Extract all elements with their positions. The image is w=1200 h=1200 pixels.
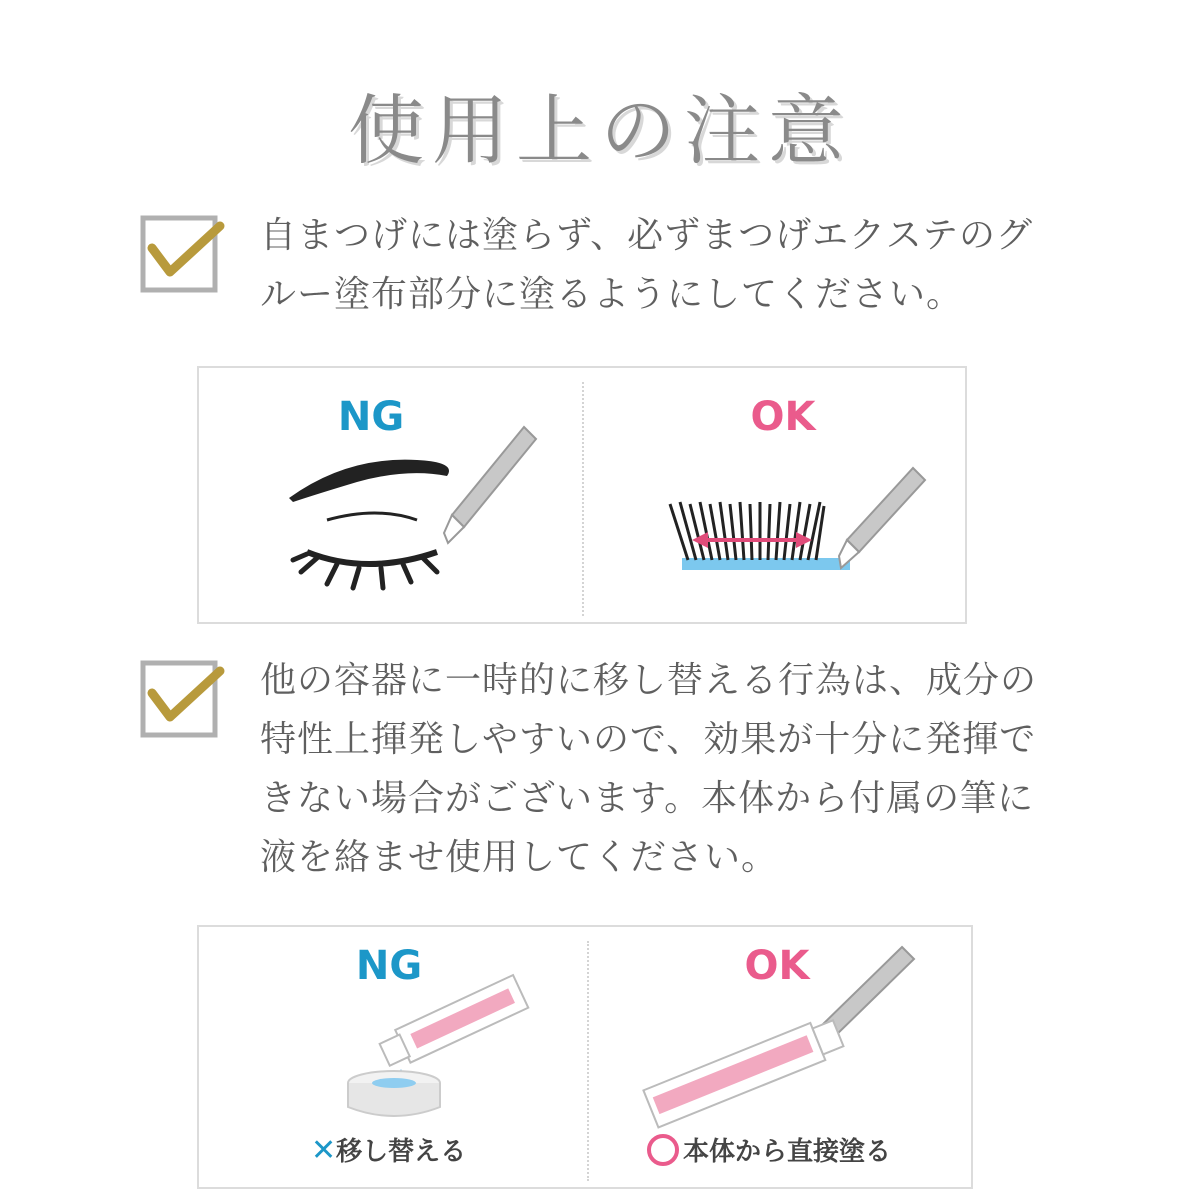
note-1-text: 自まつげには塗らず、必ずまつげエクステのグルー塗布部分に塗るようにしてください。 [260,215,1034,315]
circle-icon [647,1134,679,1166]
brush-icon [825,464,935,584]
panel-divider [582,382,584,616]
brush-icon [434,423,554,563]
dish-icon [344,1067,454,1137]
ok-caption-text: 本体から直接塗る [683,1137,892,1167]
panel-divider [587,941,589,1181]
page-title: 使用上の注意 [348,86,852,175]
illustration-panel-1 [197,366,967,624]
ok-caption [647,1131,891,1168]
ng-label: NG [337,394,405,440]
checkbox-checked-icon [140,210,220,290]
ng-caption [311,1131,466,1168]
cross-icon: ✕ [311,1133,337,1168]
note-2-text: 他の容器に一時的に移し替える行為は、成分の特性上揮発しやすいので、効果が十分に発揮できない場合がございます。本体から付属の筆に液を絡ませ使用してください。 [260,660,1038,878]
ng-label: NG [355,943,423,989]
ok-label: OK [744,943,810,989]
checkbox-checked-icon [140,655,220,735]
ng-caption-text: 移し替える [336,1137,467,1167]
illustration-panel-2 [197,925,973,1189]
bottle-with-brush-icon [634,937,924,1127]
ok-label: OK [750,394,816,440]
